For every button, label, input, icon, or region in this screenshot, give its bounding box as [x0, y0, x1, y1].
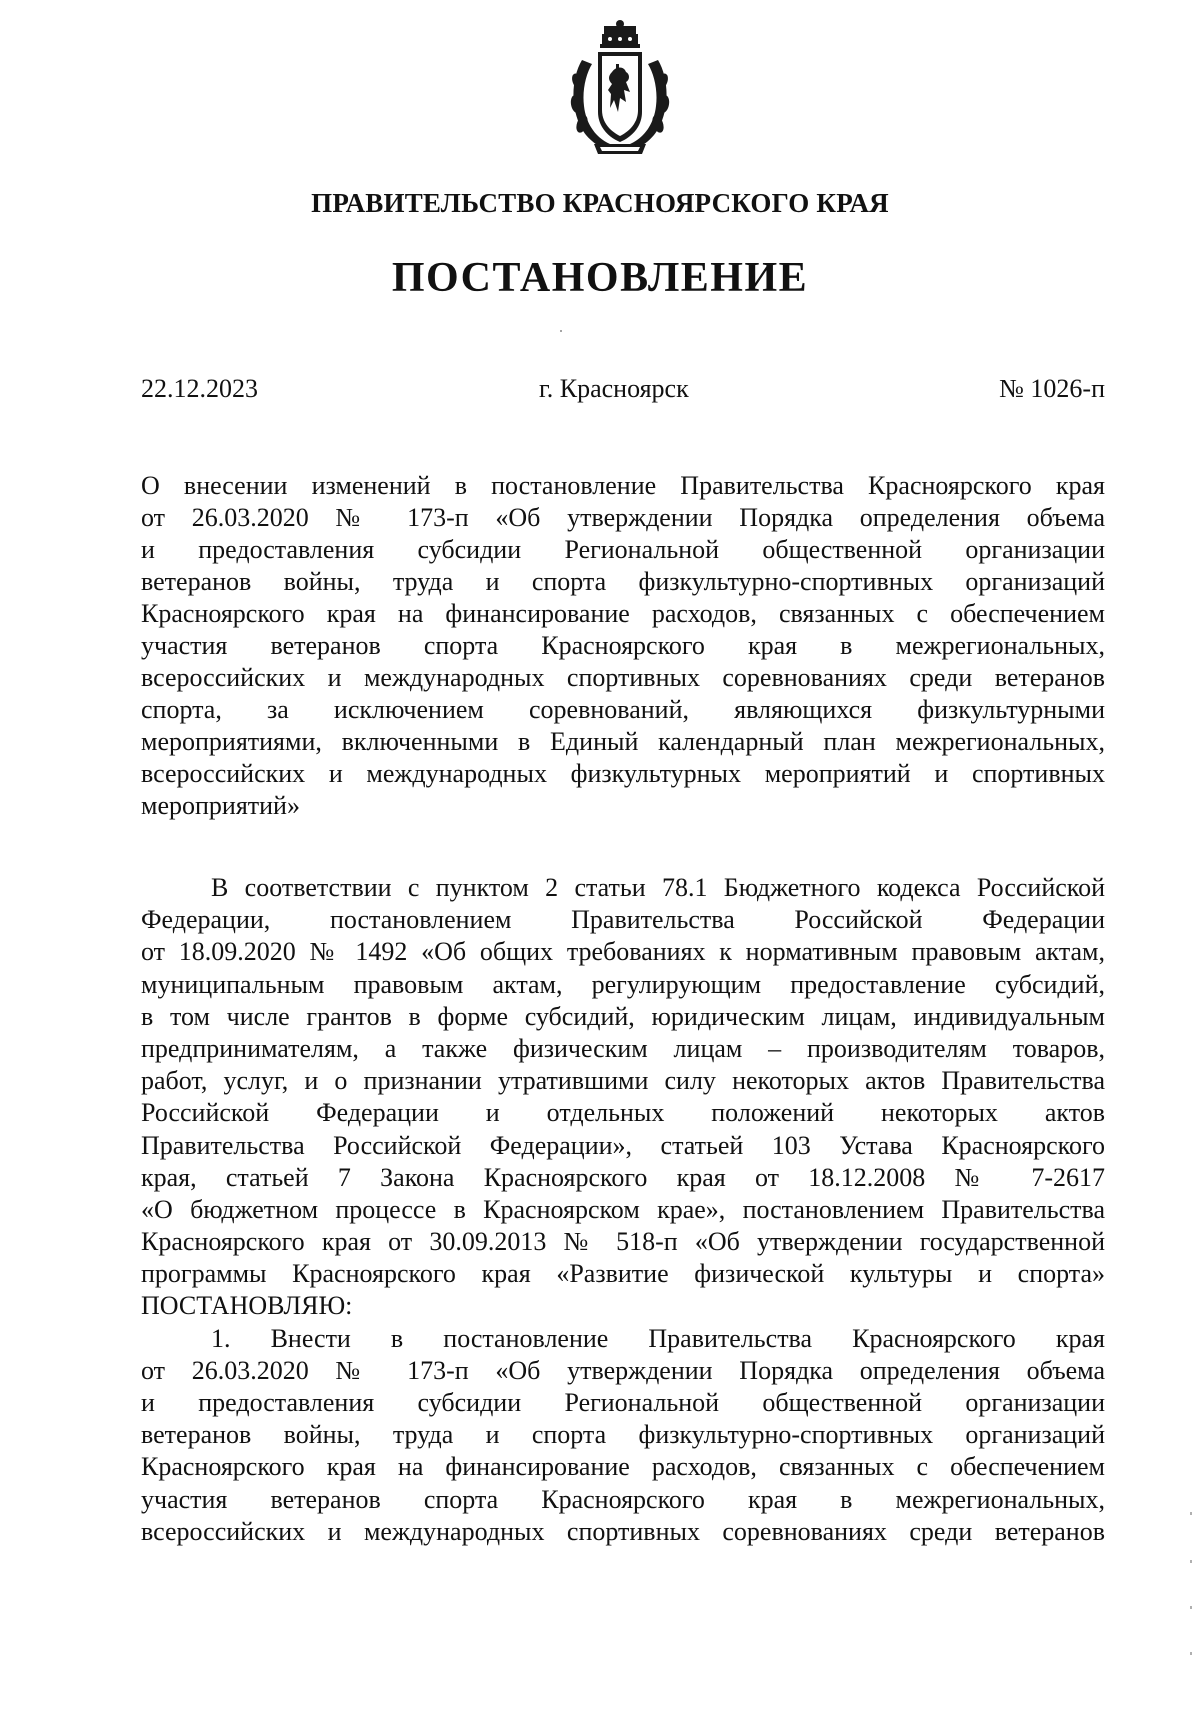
scan-margin-mark: [1190, 1560, 1192, 1563]
body-line: Красноярского края от 30.09.2013 № 518-п «Об утверждении государственной: [141, 1227, 1105, 1257]
body-line: от 18.09.2020 № 1492 «Об общих требованиях к нормативным правовым актам,: [141, 937, 1105, 967]
subject-line: спорта, за исключением соревнований, являющихся физкультурными: [141, 695, 1105, 724]
body-line: всероссийских и международных спортивных соревнованиях среди ветеранов: [141, 1516, 1105, 1546]
body-line: и предоставления субсидии Региональной общественной организации: [141, 1388, 1105, 1417]
body-line: ветеранов войны, труда и спорта физкультурно-спортивных организаций: [141, 1420, 1105, 1450]
subject-line: мероприятий»: [141, 791, 300, 820]
document-city: г. Красноярск: [539, 374, 689, 403]
subject-line: всероссийских и международных спортивных соревнованиях среди ветеранов: [141, 663, 1105, 692]
body-line: участия ветеранов спорта Красноярского края в межрегиональных,: [141, 1484, 1105, 1514]
scan-margin-mark: [1190, 1652, 1192, 1655]
scan-margin-mark: [1190, 1512, 1192, 1515]
subject-line: от 26.03.2020 № 173-п «Об утверждении Порядка определения объема: [141, 503, 1105, 532]
body-line: предпринимателям, а также физическим лицам – производителям товаров,: [141, 1033, 1105, 1063]
body-line: края, статьей 7 Закона Красноярского края от 18.12.2008 № 7-2617: [141, 1162, 1105, 1192]
body-line: ПОСТАНОВЛЯЮ:: [141, 1291, 353, 1321]
body-line: от 26.03.2020 № 173-п «Об утверждении Порядка определения объема: [141, 1355, 1105, 1385]
body-line: Федерации, постановлением Правительства Российской Федерации: [141, 905, 1105, 935]
body-line: муниципальным правовым актам, регулирующим предоставление субсидий,: [141, 969, 1105, 999]
document-subject: [141, 470, 1105, 822]
subject-line: участия ветеранов спорта Красноярского края в межрегиональных,: [141, 631, 1105, 660]
government-title: ПРАВИТЕЛЬСТВО КРАСНОЯРСКОГО КРАЯ: [311, 188, 889, 218]
document-body: [141, 872, 1105, 1548]
document-type-heading: ПОСТАНОВЛЕНИЕ: [391, 255, 809, 301]
body-line: Российской Федерации и отдельных положений некоторых актов: [141, 1098, 1105, 1128]
body-line: В соответствии с пунктом 2 статьи 78.1 Бюджетного кодекса Российской: [211, 873, 1105, 902]
body-line: работ, услуг, и о признании утратившими силу некоторых актов Правительства: [141, 1066, 1105, 1096]
body-line: программы Красноярского края «Развитие физической культуры и спорта»: [141, 1259, 1105, 1289]
document-meta-row: [141, 374, 1105, 410]
body-line: 1. Внести в постановление Правительства Красноярского края: [211, 1323, 1105, 1353]
subject-line: ветеранов войны, труда и спорта физкультурно-спортивных организаций: [141, 567, 1105, 596]
body-line: Красноярского края на финансирование расходов, связанных с обеспечением: [141, 1452, 1105, 1482]
subject-line: и предоставления субсидии Региональной общественной организации: [141, 535, 1105, 564]
document-date: 22.12.2023: [141, 374, 258, 403]
subject-line: мероприятиями, включенными в Единый календарный план межрегиональных,: [141, 727, 1105, 756]
subject-line: всероссийских и международных физкультурных мероприятий и спортивных: [141, 759, 1105, 788]
body-line: в том числе грантов в форме субсидий, юридическим лицам, индивидуальным: [141, 1001, 1105, 1031]
coat-of-arms-emblem: [564, 20, 676, 160]
subject-line: Красноярского края на финансирование расходов, связанных с обеспечением: [141, 599, 1105, 628]
body-line: Правительства Российской Федерации», статьей 103 Устава Красноярского: [141, 1130, 1105, 1160]
body-line: «О бюджетном процессе в Красноярском крае», постановлением Правительства: [141, 1194, 1105, 1224]
document-number: № 1026-п: [999, 374, 1105, 403]
scan-artifact-dot: [560, 330, 562, 332]
scan-margin-mark: [1190, 1606, 1192, 1609]
subject-line: О внесении изменений в постановление Правительства Красноярского края: [141, 471, 1105, 500]
